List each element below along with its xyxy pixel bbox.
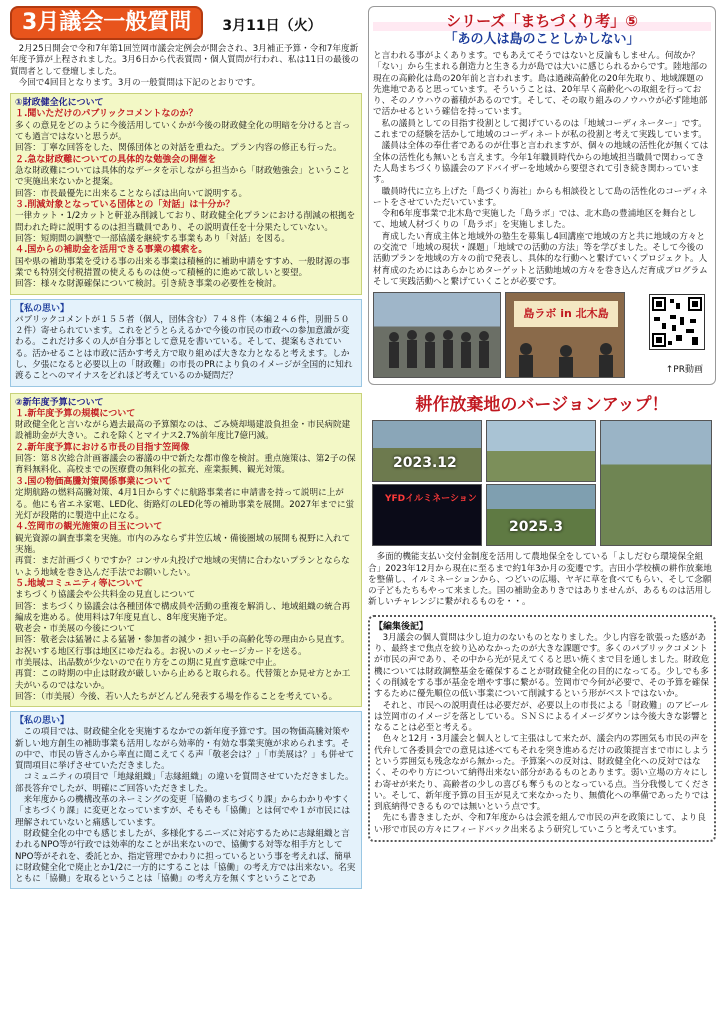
series-box: [368, 6, 716, 385]
q1-item-body: 急な財政難については具体的なデータを示しながら担当から「財政勉強会」ということで実施出来ないかと提案。 回答：市長最優先に出来ることならばは出向いて説明する。: [15, 166, 350, 199]
people-silhouettes: [374, 293, 501, 378]
farm-text: 多面的機能支払い交付金制度を活用して農地保全をしている「よしだむら環境保全組合」2023年12月から現在に至るまで約1年3か月の変遷です。吉田小学校横の耕作放棄地を整備し、イルミネーションから、つどいの広場、ヤギに草を食べてもらい、そして念願の子どもたちもやって来ました。国の補助金ありきではありませんが、あるものは活用し新しいチャレンジに繋がれるものを・・。: [368, 552, 712, 608]
series-title: シリーズ「まちづくり考」⑤: [373, 11, 711, 31]
q2-item-body: 観光資源の調査事業を実施。市内のみならず井笠広域・備後圏域の展開も視野に入れて実施。 再質：まだ計画づくりですか？コンサル丸投げで地域の実情に合わないプランとならないよう地域を巻き込んだ手法でお願いしたい。: [15, 533, 351, 578]
q1-item-heading: ３.削減対象となっている団体との「対話」は十分か？: [15, 199, 235, 210]
photo-plaza: [486, 420, 596, 482]
illumination-sign: YFDイルミネーション: [385, 494, 477, 505]
shimalab-banner: 島ラボ in 北木島: [514, 301, 618, 327]
editor-note-text: 3月議会の個人質問は少し迫力のないものとなりました。少し内容を欲張った感があり、最終まで焦点を絞り込めなかったのが大きな課題です。多くのパブリックコメントが市民の声であり、その中から光が見えてくると思い焼くまで目を通しました。財政危機については財政調整基金を確保することが財政健全化の目的になってる。少しでも多くの削減をする事が基金を増やす事に繋がる。笠岡市で今何が必要で、その予算を確保するために優先順位の低い事業について削減するという形がベストではないか。 それと、市民への説明責任は必要だが、必要以上の市長による「財政難」のアピールは笠岡市のイメージを落としている。ＳＮＳによるイメージダウンは今後大きな影響となることは必至と考える。 色々と12月・3月議会と個人として主張はして来たが、議会内の雰囲気も市民の声を代弁して各委員会での意見は述べてもそれを突き進めるだけの政策提言まで市にしようという雰囲気も残念ながら無かった。予算案への反対は、財政健全化への反対ではなく、そのやり方について納得出来ない部分があるものとあります。弱い立場の方々にしわ寄せが来たり、高齢者の少しの喜びも奪うものとなっている点。当分我慢してください。そして、新年度予算の目玉が見えて来なかったり、無償化への準備であったりでは到底納得できるものでは無いという点です。 先にも書きましたが、令和7年度からは会派を組んで市民の声を政策にして、より良い形で市民の方々にフィードバック出来るよう研究していこうと考えています。: [374, 632, 710, 835]
q1-section-title: ①財政健全化について: [15, 98, 104, 109]
intro-text: 2月25日開会で令和7年第1回笠岡市議会定例会が開会され、3月補正予算・令和7年度新年度予算が上程されました。3月6日から代表質問・個人質問が行われ、私は11日の最後の質問者として登壇しました。 今回で4回目となります。3月の一般質問は下記のとおりです。: [10, 44, 359, 88]
shimalab-photo: [505, 292, 625, 378]
q2-item: [15, 579, 357, 703]
qr-label: ↑PR動画: [665, 365, 703, 376]
q1-item-heading: ２.急な財政難についての具体的な勉強会の開催を: [15, 154, 217, 165]
left-column: [10, 6, 362, 889]
q2-item: [15, 522, 357, 579]
editor-note-heading: 【編集後記】: [374, 621, 429, 632]
photo-illumination: [372, 484, 482, 546]
q2-item-body: 定期航路の燃料高騰対策、4月1日からすぐに航路事業者に申請書を持って説明に上がる。他にも省エネ家電、LED化、街路灯のLED化等の補助事業を展開。2027年までに蛍光灯が段階的に製造中止になる。: [15, 488, 355, 521]
omoi2-text: この項目では、財政健全化を実施するなかでの新年度予算です。国の物価高騰対策や新しい地方創生の補助事業も活用しながら効率的・有効な事業実施が求められます。その中で、市民の皆さんから率直に聞こえてくる声「敬老会は？」「市美展は？」も併せて質問項目に挙げさせていただきました。 コミュニティの項目で「地縁組織」「志縁組織」の違いを質問させていただきました。部長答弁でしたが、明確にご回答いただきました。 来年度からの機構改革のネーミングの変更「協働のまちづくり課」からわかりやすく「まちづくり課」に変更となっていますが、そもそも「協働」とは何でや１が市民には理解されていないと痛感しています。 財政健全化の中でも感じましたが、多様化するニーズに対応するために志縁組織と言われるNPO等が行政では効率的なことが出来ないので、協働する対等な相手方としてNPO等がそれを、委託とか、指定管理でかわりに担っているという事を考えれば、簡単に財政健全化で廃止とか1/2に一方的にすることは「協働」の考え方では出来ない。名実ともに「協働」を取るということは「協働」の考え方を無くすということであ: [15, 727, 356, 885]
omoi1-heading: 【私の思い】: [15, 303, 70, 314]
series-subtitle: 「あの人は島のことしかしない」: [444, 32, 640, 47]
series-photos: [373, 292, 711, 380]
q1-item-heading: ４.国からの補助金を活用できる事業の模索を。: [15, 245, 208, 256]
q1-item: [15, 200, 357, 245]
page-title: 3月議会一般質問: [10, 6, 203, 40]
q2-item-heading: ４.笠岡市の観光施策の目玉について: [15, 522, 163, 533]
photo-children: [600, 420, 712, 546]
right-column: [368, 6, 716, 842]
label-2025: 2025.3: [509, 519, 564, 536]
omoi1-text: パブリックコメントが１５５者（個人，団体含む）７４８件（本編２４６件，別冊５０２件）寄せられています。これをどうとらえるかで今後の市民の市政への参加意識が変わる。これだけ多くの人が自分事として意見を書いている。そして、提案もされている。活かせることは市政に活かす考え方で取り組めば大きな力となると考えます。しかし、夕張になると必要以上の「財政難」の市長のPRにより負のイメージが全国的に知れ渡ることへのマイナスをどれほど考えているのか疑問だ？: [15, 314, 353, 382]
q1-item-body: 多くの意見をどのように今後活用していくかが今後の財政健全化の明暗を分けると言っても過言ではないと思うが。 回答：丁寧な回答をした、関係団体との対話を重ねた。プラン内容の修正も行った。: [15, 120, 351, 154]
photo-2023: [372, 420, 482, 482]
q2-box: [10, 393, 362, 708]
farm-photos: [368, 420, 716, 548]
q1-item-body: 一律カット・1/2カットと軒並み削減しており、財政健全化プランにおける削減の根拠を問われた時に説明するのは担当職員であり、その説明責任を十分果たしていない。 回答：短期間の調整で一部協議を継続する事業もあり「対話」を図る。: [15, 211, 356, 245]
qr-code[interactable]: [649, 294, 705, 350]
omoi2-box: [10, 711, 362, 889]
q1-item: [15, 155, 357, 200]
omoi2-heading: 【私の思い】: [15, 716, 70, 727]
q2-item: [15, 409, 357, 443]
q2-item: [15, 443, 357, 477]
q2-item-heading: ５.地域コミュニティ等について: [15, 578, 144, 589]
farm-heading: 耕作放棄地のバージョンアップ！: [415, 395, 669, 416]
page-date: 3月11日（火）: [222, 17, 322, 34]
q2-section-title: ②新年度予算について: [15, 397, 104, 408]
q1-item: [15, 245, 357, 290]
label-2023: 2023.12: [393, 455, 457, 472]
q2-item-heading: ３.国の物価高騰対策関係事業について: [15, 476, 172, 487]
photo-goats: [486, 484, 596, 546]
q1-item-body: 国や県の補助事業を受ける事の出来る事業は積極的に補助申請をすすめ、一般財源の事業でも特別交付税措置の使えるものは使って積極的に進めて欲しいと要望。 回答：様々な財源確保について検討。引き続き事業の必要性を検討。: [15, 256, 350, 290]
q2-item-heading: １.新年度予算の規模について: [15, 408, 136, 419]
omoi1-box: [10, 299, 362, 387]
q2-item-body: 財政健全化と言いながら過去最高の予算額なのは、ごみ焼却場建設負担金・市民病院建設補助金が大きい。これを除くとマイナス2.7%前年度比7億円減。: [15, 420, 351, 442]
q1-item-heading: １.聞いただけのパブリックコメントなのか？: [15, 109, 198, 120]
group-photo: [373, 292, 501, 378]
q1-box: [10, 93, 362, 295]
qr-code-icon: [650, 295, 704, 349]
header: [10, 6, 362, 40]
q2-item-heading: ２.新年度予算における市長の目指す笠岡像: [15, 442, 190, 453]
q2-item-body: まちづくり協議会や公共料金の見直しについて 回答：まちづくり協議会は各種団体で構成員や活動の重複を解消し、地域組織の統合再編成を進める。使用料は7年度見直し、8年度実施予定。 敬老会・市美展の今後について 回答：敬老会は猛暑による猛暑・参加者の減少・担い手の高齢化等の理由から見直す。お祝いする地区行事は地区にゆだねる。お祝いのメッセージカードを送る。 市美展は、出品数が少ないので在り方をこの期に見直す意味で中止。 再質：この時期の中止は財政が厳しいから止めると取られる。代替策とか見せ方とか工夫がいるのではないか。 回答：（市美展）今後、若い人たちがどんどん発表する場を作ることを考えている。: [15, 590, 351, 702]
editor-note-box: [368, 615, 716, 842]
q2-item: [15, 477, 357, 522]
q1-item: [15, 109, 357, 154]
q2-item-body: 回答：第８次総合計画審議会の審議の中で新たな都市像を検討。重点施策は、第2子の保育料無料化、高校までの医療費の無料化の拡充、産業振興、観光対策。: [15, 454, 356, 476]
series-text: と言われる事がよくあります。でもあえてそうではないと反論もしません。何故か？「ない」から生まれる創造力と生きる力が島では大いに感じられるからです。陸地部の現在の高齢化は島の20年前と言われます。島は過疎高齢化の20年先取り、地域課題の先進地であると思っています。そういうことは、20年早く高齢化への取組を行っており、そのノウハウの蓄積があるのです。そして、その取り組みのノウハウが必ず陸地部で活かせるという確信を持っています。 私の議員としての目指す役割として掲げているのは「地域コーディネーター」です。これまでの経験を活かして地域のコーディネートが私の役割と考えて実践しています。 議員は全体の奉仕者であるのが仕事と言われますが、個々の地域の活性化が無くては全体の活性化も無いとも言えます。今年1年職員時代からの地域担当職員で関わってきた人島まちづくり協議会のアドバイザーを地域から要望されて引き続き関わっています。 職員時代に立ち上げた「島づくり海社」からも相談役として島の活性化のコーディネートをさせていただいています。 令和6年度事業で北木島で実施した「島ラボ」では、北木島の豊浦地区を舞台として、地域人材づくりの「島ラボ」を実施しました。 育成したい育成主体と地域外の塾生を募集し4回講座で地域の方と共に地域の方々との交流で「地域の現状・課題」「地域での活動の方法」等を学びました。そして今後の活動プランを地域の方々の前で発表し、具体的な行動へと繋げていくプロジェクト。人材育成のためにはあらかじめターゲットと活動地域の方々を巻き込んだ育成プログラムそして実践活動へと繋げていくことが必要です。: [373, 51, 709, 287]
